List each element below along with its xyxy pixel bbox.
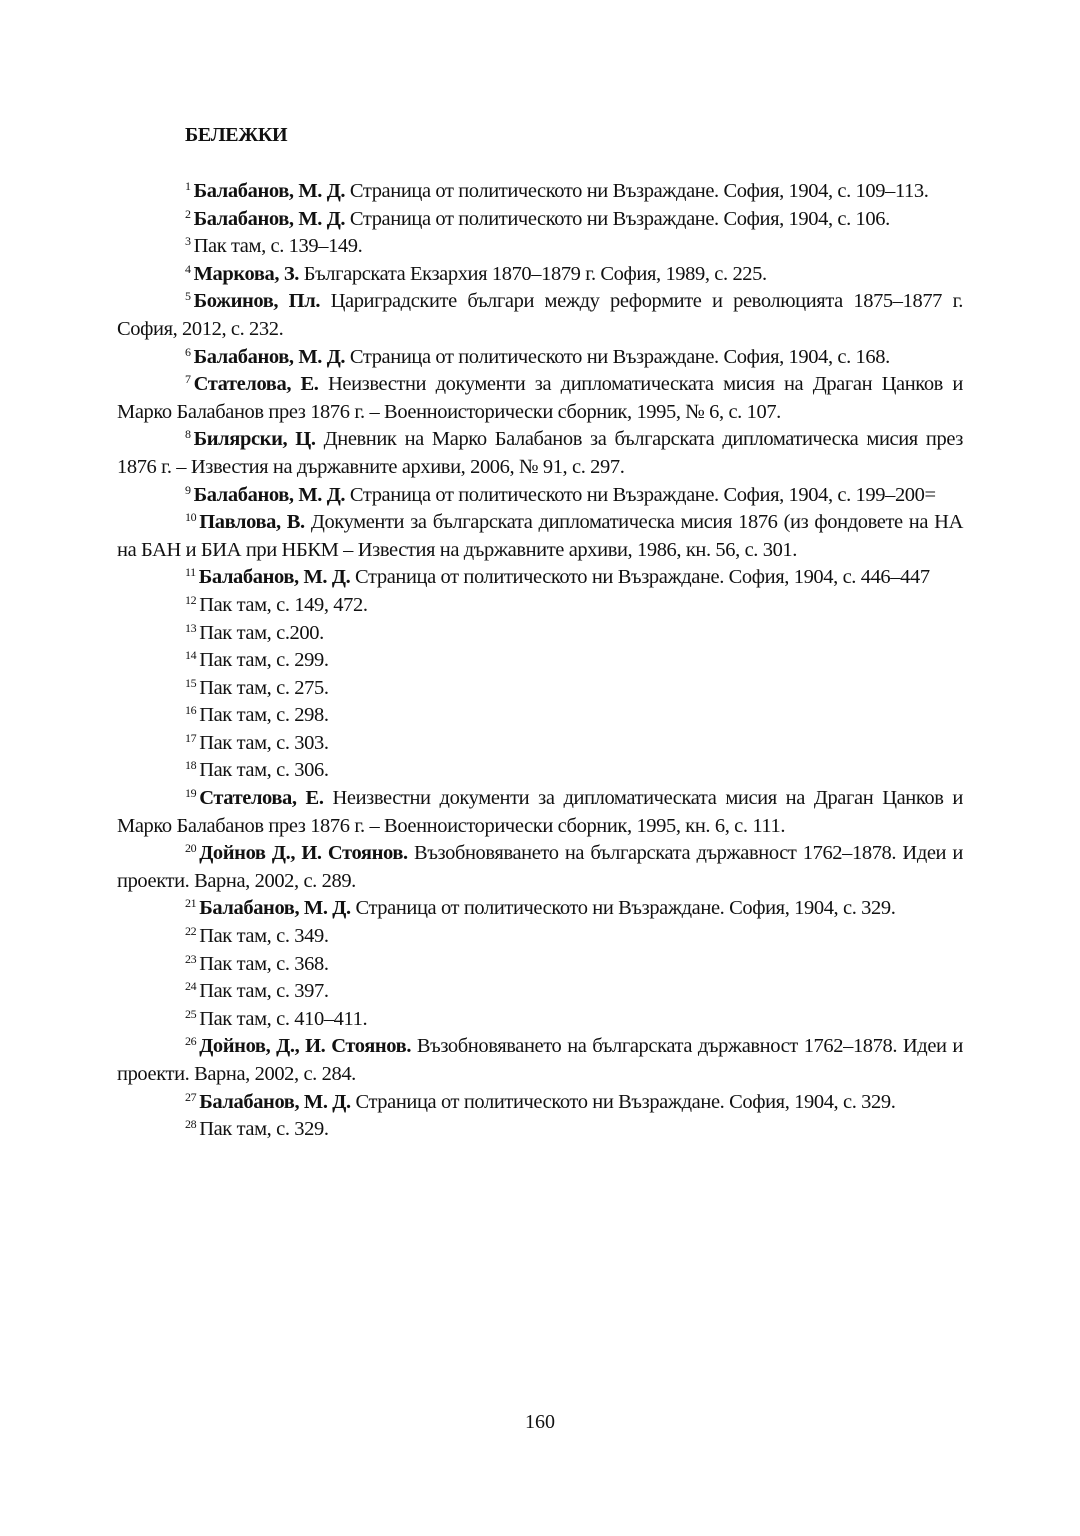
footnote-text: Пак там, с. 368.: [199, 952, 329, 975]
footnote-number: 17: [185, 730, 197, 745]
footnote-author: Балабанов, М. Д.: [193, 180, 346, 202]
notes-list: [117, 178, 963, 1144]
footnote-text: Пак там, с. 149, 472.: [199, 593, 368, 616]
footnote-item: [117, 675, 963, 703]
footnote-number: 16: [185, 703, 197, 718]
footnote-number: 15: [185, 675, 197, 690]
footnote-author: Балабанов, М. Д.: [198, 566, 351, 589]
footnote-number: 6: [185, 344, 191, 359]
footnote-number: 12: [185, 592, 197, 607]
footnote-text: Пак там, с. 329.: [199, 1118, 329, 1141]
footnote-author: Дойнов Д., И. Стоянов.: [199, 842, 408, 865]
footnote-author: Стателова, Е.: [199, 787, 324, 810]
footnote-text: Документи за българската дипломатическа мисия 1876 (из фондовете на НА на БАН и БИА при НБКМ – Известия на държавните архиви, 1986, кн. 56, с. 301.: [117, 511, 963, 561]
footnote-text: Пак там, с. 299.: [199, 649, 329, 672]
footnote-item: [117, 620, 963, 648]
footnote-number: 11: [185, 565, 196, 580]
footnote-author: Божинов, Пл.: [193, 290, 321, 313]
footnote-item: [117, 1116, 963, 1144]
footnote-number: 9: [185, 482, 191, 497]
footnote-text: Пак там, с. 139–149.: [193, 235, 363, 258]
footnote-text: Пак там, с. 410–411.: [199, 1007, 368, 1030]
footnote-item: [117, 344, 963, 372]
footnote-number: 21: [185, 896, 197, 911]
footnote-number: 8: [185, 427, 191, 442]
footnote-item: [117, 1033, 963, 1088]
footnote-author: Балабанов, М. Д.: [199, 897, 351, 920]
footnote-text: Страница от политическото ни Възраждане. София, 1904, с. 168.: [345, 345, 890, 368]
footnote-text: Неизвестни документи за дипломатическата мисия на Драган Цанков и Марко Балабанов през 1876 г. – Военноисторически сборник, 1995, № 6, с. 107.: [117, 373, 963, 423]
footnote-number: 1: [185, 179, 191, 193]
footnote-number: 14: [185, 648, 197, 663]
footnote-text: Пак там, с. 397.: [199, 980, 329, 1003]
footnote-number: 4: [185, 261, 191, 276]
footnote-text: Българската Екзархия 1870–1879 г. София, 1989, с. 225.: [299, 262, 767, 285]
footnote-text: Страница от политическото ни Възраждане. София, 1904, с. 106.: [345, 207, 890, 230]
footnote-text: Пак там, с. 306.: [199, 759, 329, 782]
footnote-text: Неизвестни документи за дипломатическата мисия на Драган Цанков и Марко Балабанов през 1876 г. – Военноисторически сборник, 1995, кн. 6, с. 111.: [117, 787, 964, 837]
footnote-number: 2: [185, 206, 191, 221]
footnote-author: Балабанов, М. Д.: [193, 345, 346, 368]
footnote-item: [117, 730, 963, 758]
footnote-number: 27: [185, 1089, 197, 1104]
footnote-text: Пак там, с. 275.: [199, 676, 329, 699]
footnote-number: 23: [185, 951, 197, 966]
footnote-item: [117, 509, 963, 564]
footnote-number: 7: [185, 372, 191, 387]
footnote-number: 10: [185, 510, 197, 525]
footnote-number: 20: [185, 841, 197, 856]
footnote-text: Възобновяването на българската държавност 1762–1878. Идеи и проекти. Варна, 2002, с. 284.: [117, 1035, 963, 1085]
footnote-number: 22: [185, 924, 197, 939]
footnote-author: Билярски, Ц.: [193, 428, 316, 451]
footnote-number: 18: [185, 758, 197, 773]
footnote-item: [117, 1089, 963, 1117]
footnote-author: Балабанов, М. Д.: [193, 483, 346, 506]
footnote-item: [117, 592, 963, 620]
notes-heading: БЕЛЕЖКИ: [185, 124, 288, 146]
footnote-number: 26: [185, 1034, 197, 1049]
footnote-author: Стателова, Е.: [193, 373, 319, 396]
footnote-number: 28: [185, 1117, 197, 1132]
footnote-item: [117, 261, 963, 289]
footnote-item: [117, 757, 963, 785]
footnote-author: Дойнов, Д., И. Стоянов.: [199, 1035, 412, 1058]
footnote-item: [117, 951, 963, 979]
footnote-author: Маркова, З.: [193, 262, 300, 285]
footnote-text: Пак там, с. 298.: [199, 704, 329, 727]
footnote-item: [117, 564, 963, 592]
footnote-item: [117, 178, 963, 206]
footnote-item: [117, 840, 963, 895]
footnote-text: Цариградските българи между реформите и революцията 1875–1877 г. София, 2012, с. 232.: [117, 290, 963, 340]
footnote-item: [117, 233, 963, 261]
footnote-text: Възобновяването на българската държавност 1762–1878. Идеи и проекти. Варна, 2002, с. 289.: [117, 842, 963, 892]
footnote-item: [117, 371, 963, 426]
footnote-number: 19: [185, 786, 197, 801]
footnote-number: 13: [185, 620, 197, 635]
footnote-text: Пак там, с.200.: [199, 621, 324, 644]
footnote-item: [117, 895, 963, 923]
footnote-item: [117, 978, 963, 1006]
footnote-number: 24: [185, 979, 197, 994]
footnote-text: Пак там, с. 349.: [199, 925, 329, 948]
footnote-item: [117, 702, 963, 730]
footnote-item: [117, 288, 963, 343]
footnote-item: [117, 923, 963, 951]
footnote-author: Балабанов, М. Д.: [193, 207, 346, 230]
footnote-item: [117, 647, 963, 675]
footnote-text: Дневник на Марко Балабанов за българската дипломатическа мисия през 1876 г. – Известия на държавните архиви, 2006, № 91, с. 297.: [117, 428, 963, 478]
footnote-text: Страница от политическото ни Възраждане. София, 1904, с. 329.: [350, 897, 896, 920]
footnote-author: Балабанов, М. Д.: [199, 1090, 351, 1113]
footnote-item: [117, 426, 963, 481]
page-number: 160: [525, 1411, 555, 1433]
footnote-text: Страница от политическото ни Възраждане. София, 1904, с. 109–113.: [345, 180, 929, 202]
footnote-text: Страница от политическото ни Възраждане. София, 1904, с. 199–200=: [345, 483, 936, 506]
footnote-number: 25: [185, 1006, 197, 1021]
footnote-text: Пак там, с. 303.: [199, 731, 329, 754]
footnote-text: Страница от политическото ни Възраждане. София, 1904, с. 329.: [350, 1090, 896, 1113]
footnote-item: [117, 206, 963, 234]
footnote-number: 3: [185, 234, 191, 249]
footnote-text: Страница от политическото ни Възраждане. София, 1904, с. 446–447: [350, 566, 930, 589]
footnote-item: [117, 1006, 963, 1034]
footnote-author: Павлова, В.: [199, 511, 305, 534]
footnote-item: [117, 785, 963, 840]
footnote-item: [117, 482, 963, 510]
footnote-number: 5: [185, 289, 191, 304]
